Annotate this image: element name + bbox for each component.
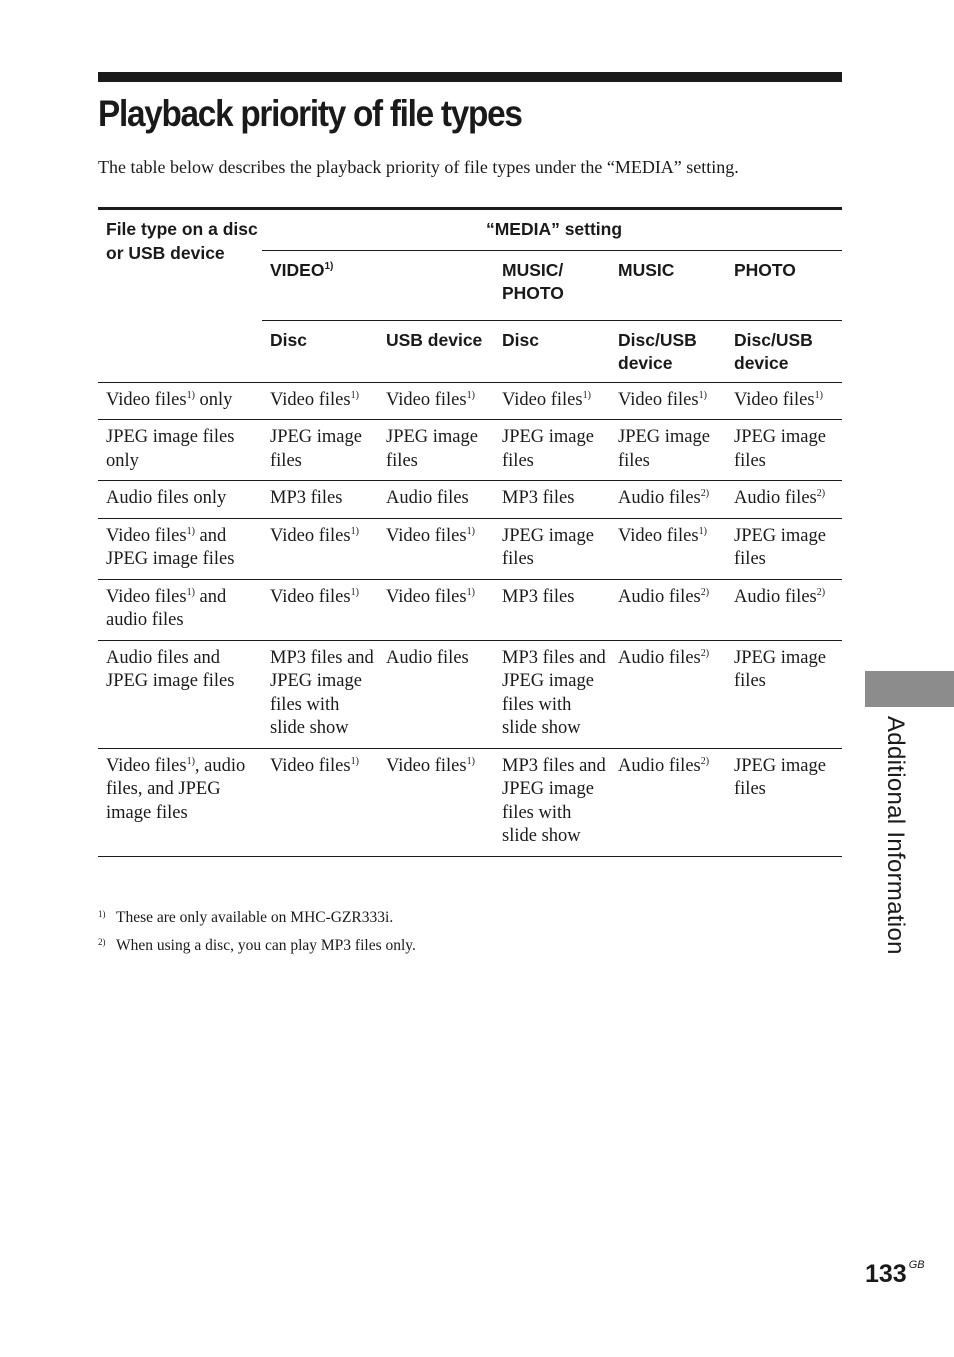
priority-cell — [610, 382, 726, 420]
priority-cell — [726, 640, 842, 748]
file-type-cell — [98, 420, 262, 481]
footnote-ref: 1) — [350, 389, 359, 401]
file-type-cell — [98, 518, 262, 579]
cell-text: JPEG image files — [734, 647, 826, 691]
cell-text: JPEG image files — [734, 427, 826, 471]
cell-text: JPEG image files only — [106, 427, 235, 471]
cell-text: Video files — [386, 389, 467, 410]
footnote-ref: 2) — [700, 586, 710, 598]
video-setting-label: VIDEO — [270, 259, 325, 280]
cell-text: Audio files and JPEG image files — [106, 647, 235, 691]
media-setting-header: “MEDIA” setting — [262, 209, 842, 251]
source-header: Disc/USB device — [726, 320, 842, 382]
file-type-cell — [98, 382, 262, 420]
cell-text: Video files — [270, 586, 351, 607]
playback-priority-table — [98, 207, 842, 857]
priority-cell — [494, 518, 610, 579]
header-row-media — [98, 209, 842, 251]
footnote-mark: 1) — [98, 909, 106, 919]
priority-cell — [726, 579, 842, 640]
page-title: Playback priority of file types — [98, 93, 522, 134]
cell-text: and audio files — [106, 586, 227, 630]
table-row — [98, 748, 842, 856]
cell-text: Audio files — [386, 647, 469, 668]
priority-cell — [610, 518, 726, 579]
priority-cell — [262, 420, 378, 481]
cell-text: Video files — [502, 389, 583, 410]
cell-text: JPEG image files — [270, 427, 362, 471]
footnote-ref: 1) — [186, 389, 195, 401]
priority-cell — [610, 640, 726, 748]
priority-cell — [378, 382, 494, 420]
music-photo-setting-header: MUSIC/ PHOTO — [494, 250, 610, 320]
cell-text: MP3 files and JPEG image files with slide show — [502, 647, 606, 738]
priority-cell — [262, 748, 378, 856]
table-row — [98, 518, 842, 579]
footnote — [98, 902, 416, 930]
table-row — [98, 481, 842, 519]
cell-text: JPEG image files — [734, 525, 826, 569]
priority-cell — [378, 420, 494, 481]
footnote-ref: 1) — [466, 389, 475, 401]
footnote-text: These are only available on MHC-GZR333i. — [116, 909, 394, 926]
priority-cell — [262, 382, 378, 420]
footnote-mark: 2) — [98, 937, 106, 947]
intro-text: The table below describes the playback priority of file types under the “MEDIA” setting. — [98, 157, 739, 177]
priority-cell — [378, 481, 494, 519]
footnote-ref: 1) — [186, 755, 195, 767]
priority-cell — [378, 579, 494, 640]
footnote-ref: 1) — [466, 755, 475, 767]
footnote-ref: 1) — [350, 525, 359, 537]
cell-text: Video files — [270, 755, 351, 776]
cell-text: MP3 files — [270, 488, 343, 508]
cell-text: Audio files — [618, 488, 701, 508]
priority-cell — [378, 518, 494, 579]
priority-cell — [262, 481, 378, 519]
cell-text: Video files — [106, 586, 187, 607]
cell-text: MP3 files and JPEG image files with slide show — [502, 755, 606, 846]
priority-cell — [494, 481, 610, 519]
footnote-ref: 2) — [700, 647, 710, 659]
cell-text: MP3 files — [502, 586, 575, 607]
footnote-ref: 2) — [700, 755, 710, 767]
file-type-cell — [98, 579, 262, 640]
table-row — [98, 382, 842, 420]
cell-text: MP3 files and JPEG image files with slide show — [270, 647, 374, 738]
cell-text: JPEG image files — [618, 427, 710, 471]
priority-cell — [610, 420, 726, 481]
cell-text: Audio files — [734, 488, 817, 508]
priority-cell — [726, 518, 842, 579]
priority-cell — [610, 579, 726, 640]
priority-cell — [262, 640, 378, 748]
cell-text: , audio files, and JPEG image files — [106, 755, 246, 823]
footnote-ref: 1) — [814, 389, 823, 401]
cell-text: Audio files — [618, 755, 701, 776]
cell-text: JPEG image files — [502, 525, 594, 569]
priority-cell — [494, 748, 610, 856]
footnote — [98, 930, 416, 958]
cell-text: and JPEG image files — [106, 525, 235, 569]
footnote-ref: 1) — [324, 260, 334, 272]
cell-text: Video files — [386, 586, 467, 607]
cell-text: JPEG image files — [502, 427, 594, 471]
cell-text: Video files — [106, 389, 187, 410]
footnote-ref: 1) — [698, 389, 707, 401]
cell-text: JPEG image files — [734, 755, 826, 799]
table-row — [98, 420, 842, 481]
cell-text: Video files — [734, 389, 815, 410]
source-header: Disc — [494, 320, 610, 382]
footnote-ref: 1) — [350, 755, 359, 767]
priority-cell — [494, 579, 610, 640]
footnote-ref: 1) — [466, 525, 475, 537]
footnote-ref: 2) — [700, 488, 710, 499]
footnote-ref: 1) — [350, 586, 359, 598]
priority-cell — [378, 748, 494, 856]
priority-cell — [610, 748, 726, 856]
cell-text: Audio files — [618, 586, 701, 607]
source-header: Disc — [262, 320, 378, 382]
priority-cell — [726, 382, 842, 420]
priority-cell — [726, 481, 842, 519]
table-row — [98, 640, 842, 748]
priority-cell — [610, 481, 726, 519]
table-body — [98, 382, 842, 856]
footnote-ref: 1) — [582, 389, 591, 401]
priority-cell — [262, 579, 378, 640]
source-header: USB device — [378, 320, 494, 382]
priority-cell — [262, 518, 378, 579]
file-type-cell — [98, 640, 262, 748]
cell-text: Video files — [106, 755, 187, 776]
video-setting-header — [262, 250, 494, 320]
file-type-header: File type on a disc or USB device — [98, 209, 262, 383]
footnotes — [98, 902, 416, 958]
cell-text: Video files — [386, 755, 467, 776]
photo-setting-header: PHOTO — [726, 250, 842, 320]
footnote-ref: 2) — [816, 488, 826, 499]
priority-cell — [494, 420, 610, 481]
section-side-label: Additional Information — [882, 716, 909, 955]
cell-text: Audio files — [734, 586, 817, 607]
footnote-ref: 1) — [466, 586, 475, 598]
source-header: Disc/USB device — [610, 320, 726, 382]
footnote-ref: 1) — [186, 525, 195, 537]
file-type-cell — [98, 748, 262, 856]
music-setting-header: MUSIC — [610, 250, 726, 320]
priority-cell — [726, 420, 842, 481]
footnote-text: When using a disc, you can play MP3 files only. — [116, 937, 416, 954]
priority-cell — [378, 640, 494, 748]
footnote-ref: 2) — [816, 586, 826, 598]
cell-text: Video files — [270, 525, 351, 546]
cell-text: Audio files — [618, 647, 701, 668]
cell-text: Video files — [270, 389, 351, 410]
cell-text: Audio files only — [106, 488, 227, 508]
priority-cell — [726, 748, 842, 856]
cell-text: only — [194, 389, 233, 410]
cell-text: Video files — [386, 525, 467, 546]
section-tab-marker — [865, 671, 954, 707]
page-number-value: 133 — [865, 1260, 907, 1288]
file-type-cell — [98, 481, 262, 519]
title-rule — [98, 72, 842, 82]
priority-cell — [494, 640, 610, 748]
page-number-suffix: GB — [908, 1259, 925, 1271]
cell-text: Video files — [618, 389, 699, 410]
cell-text: Video files — [618, 525, 699, 546]
cell-text: JPEG image files — [386, 427, 478, 471]
footnote-ref: 1) — [698, 525, 707, 537]
cell-text: Video files — [106, 525, 187, 546]
cell-text: MP3 files — [502, 488, 575, 508]
table-row — [98, 579, 842, 640]
page-number — [865, 1250, 925, 1289]
priority-cell — [494, 382, 610, 420]
cell-text: Audio files — [386, 488, 469, 508]
footnote-ref: 1) — [186, 586, 195, 598]
